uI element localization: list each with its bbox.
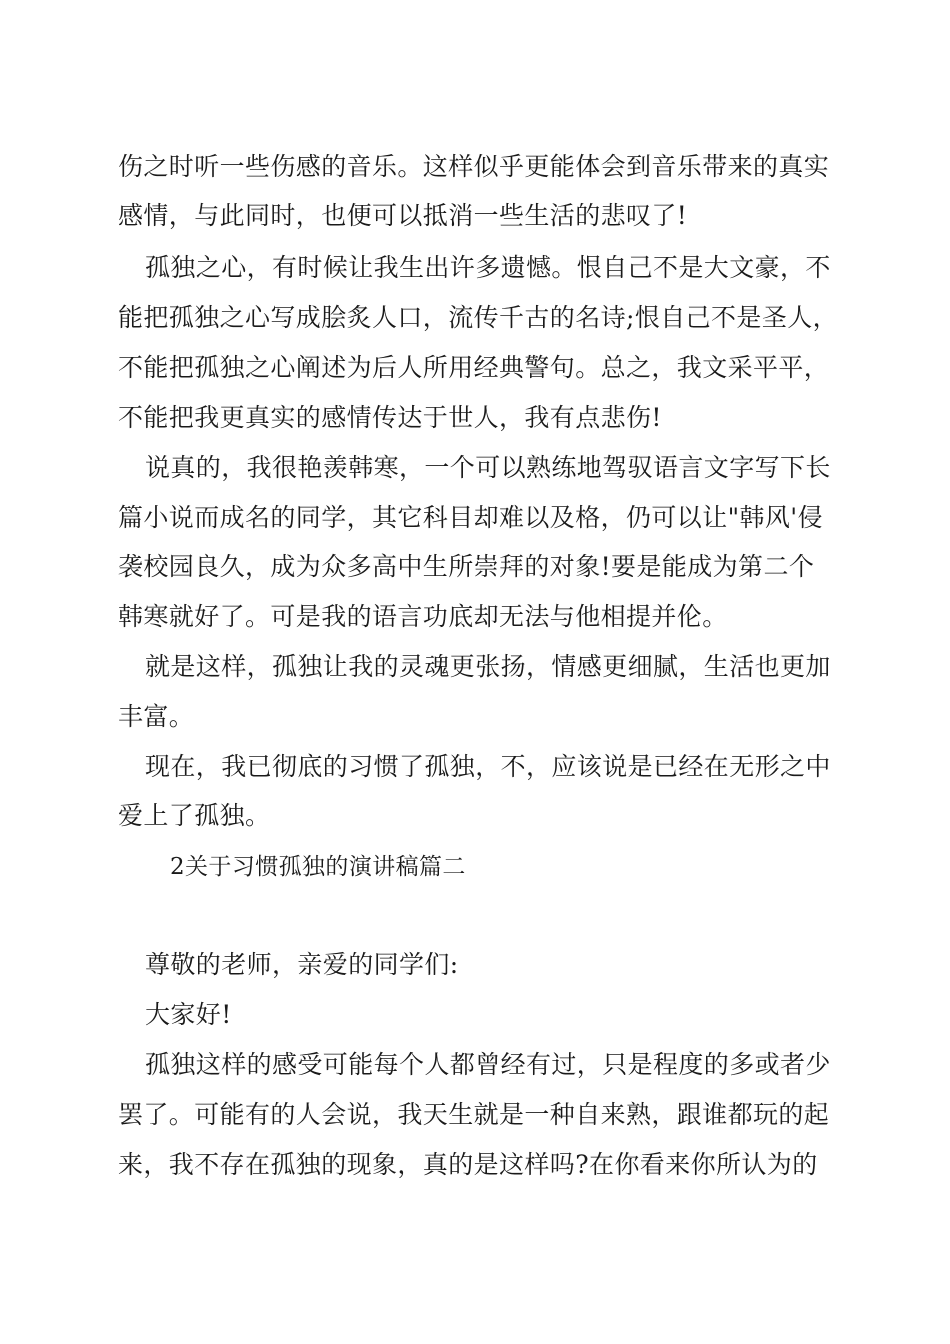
text-line: 爱上了孤独。 bbox=[118, 801, 271, 830]
greeting-line: 大家好! bbox=[145, 1000, 232, 1029]
text-line: 能把孤独之心写成脍炙人口，流传千古的名诗;恨自己不是圣人， bbox=[118, 303, 839, 332]
section-heading: 2关于习惯孤独的演讲稿篇二 bbox=[170, 854, 466, 880]
text-line: 感情，与此同时，也便可以抵消一些生活的悲叹了! bbox=[118, 201, 688, 230]
text-line: 说真的，我很艳羡韩寒，一个可以熟练地驾驭语言文字写下长 bbox=[145, 453, 831, 482]
text-line: 伤之时听一些伤感的音乐。这样似乎更能体会到音乐带来的真实 bbox=[118, 152, 830, 181]
text-line: 不能把孤独之心阐述为后人所用经典警句。总之，我文采平平， bbox=[118, 353, 830, 382]
text-line: 韩寒就好了。可是我的语言功底却无法与他相提并伦。 bbox=[118, 602, 728, 631]
salutation-line: 尊敬的老师，亲爱的同学们: bbox=[145, 950, 459, 979]
text-line: 不能把我更真实的感情传达于世人，我有点悲伤! bbox=[118, 403, 662, 432]
text-line: 孤独这样的感受可能每个人都曾经有过，只是程度的多或者少 bbox=[145, 1050, 831, 1079]
text-line: 就是这样，孤独让我的灵魂更张扬，情感更细腻，生活也更加 bbox=[145, 652, 831, 681]
text-line: 丰富。 bbox=[118, 702, 195, 731]
text-line: 袭校园良久，成为众多高中生所崇拜的对象!要是能成为第二个 bbox=[118, 552, 815, 581]
text-line: 现在，我已彻底的习惯了孤独，不，应该说是已经在无形之中 bbox=[145, 752, 831, 781]
text-line: 来，我不存在孤独的现象，真的是这样吗?在你看来你所认为的 bbox=[118, 1150, 818, 1179]
text-line: 孤独之心，有时候让我生出许多遗憾。恨自己不是大文豪，不 bbox=[145, 253, 831, 282]
text-line: 罢了。可能有的人会说，我天生就是一种自来熟，跟谁都玩的起 bbox=[118, 1100, 830, 1129]
text-line: 篇小说而成名的同学，其它科目却难以及格，仍可以让"韩风'侵 bbox=[118, 503, 823, 532]
